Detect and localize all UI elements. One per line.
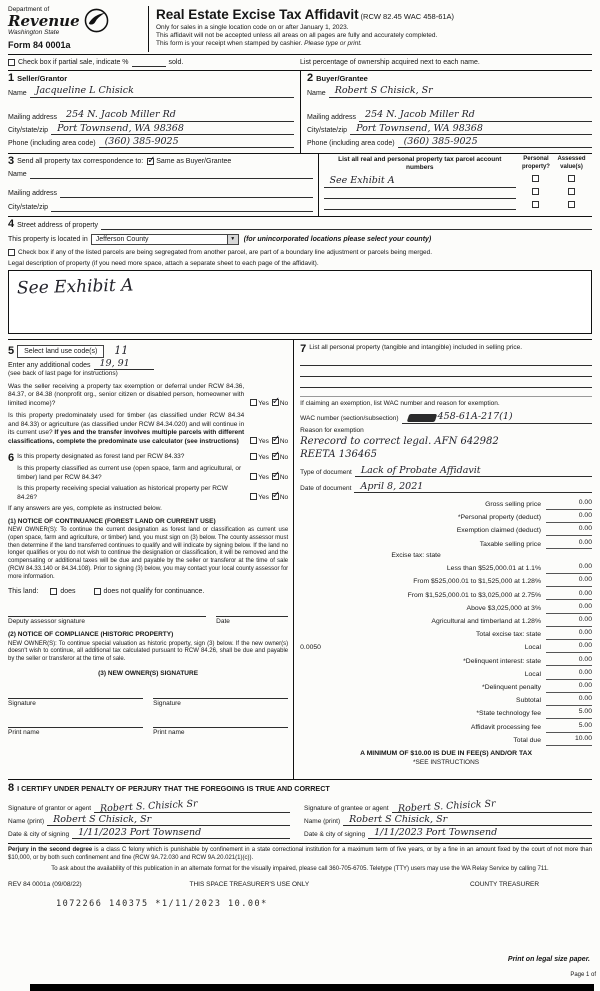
fee-heading-label: Excise tax: state bbox=[391, 551, 441, 559]
wac-number-field[interactable] bbox=[402, 412, 592, 424]
buyer-mailing-field[interactable] bbox=[359, 109, 592, 122]
grantee-date-city-label: Date & city of signing bbox=[304, 830, 366, 838]
s6-q1-answer bbox=[247, 453, 288, 462]
segregated-checkbox[interactable] bbox=[8, 249, 15, 256]
seller-buyer-row bbox=[8, 71, 592, 154]
footer-row bbox=[8, 881, 592, 889]
fee-label: Affidavit processing fee bbox=[470, 723, 541, 731]
assessed-value-checkbox-1[interactable] bbox=[568, 175, 575, 182]
fee-label: Agricultural and timberland at 1.28% bbox=[431, 617, 541, 625]
partial-sale-label: Check box if partial sale, indicate % bbox=[18, 58, 129, 66]
land-use-select[interactable]: Select land use code(s) bbox=[17, 345, 104, 358]
header-note-3-italic: Please type or print. bbox=[304, 40, 362, 48]
grantor-printname-field[interactable] bbox=[47, 813, 290, 826]
fee-label: *State technology fee bbox=[476, 710, 541, 718]
land-use-value: 11 bbox=[114, 344, 129, 358]
grantee-signature-label: Signature of grantee or agent bbox=[304, 804, 389, 812]
print-legal-size-note: Print on legal size paper. bbox=[507, 955, 590, 963]
new-owner-signature-row bbox=[8, 688, 288, 708]
fee-row-technology-fee bbox=[300, 708, 592, 719]
corr-name-field[interactable] bbox=[30, 170, 313, 179]
s5-q2-yes-checkbox[interactable] bbox=[250, 437, 257, 444]
notice3-title: (3) NEW OWNER(S) SIGNATURE bbox=[98, 669, 199, 677]
section-designation bbox=[8, 453, 288, 502]
county-treasurer-label: COUNTY TREASURER bbox=[469, 881, 540, 889]
s6-q2-no-checkbox[interactable] bbox=[272, 473, 279, 480]
parcel-number-field-3[interactable] bbox=[324, 200, 516, 210]
fee-row-tier1 bbox=[300, 563, 592, 574]
section8-number: 8 bbox=[8, 782, 15, 795]
fee-value: 0.00 bbox=[546, 682, 592, 693]
document-date-value: April 8, 2021 bbox=[360, 480, 424, 492]
county-select-value: Jefferson County bbox=[95, 236, 149, 244]
s6-q1-yes-label: Yes bbox=[258, 453, 269, 461]
legal-description-value: See Exhibit A bbox=[16, 275, 134, 299]
fee-label: Less than $525,000.01 at 1.1% bbox=[446, 565, 541, 573]
fee-row-gross bbox=[300, 499, 592, 510]
legal-description-box[interactable] bbox=[8, 270, 592, 334]
exemption-reason-label: Reason for exemption bbox=[300, 426, 364, 434]
seller-mailing-field[interactable] bbox=[60, 109, 294, 122]
fee-table bbox=[300, 499, 592, 746]
buyer-phone-label: Phone (including area code) bbox=[307, 139, 395, 147]
new-owner-signature-label-1: Signature bbox=[8, 700, 36, 708]
grantor-printname-value: Robert S Chisick, Sr bbox=[53, 813, 152, 825]
s6-q3-answer bbox=[247, 493, 288, 502]
grantee-printname-value: Robert S Chisick, Sr bbox=[349, 813, 448, 825]
s5-q2-no-label: No bbox=[279, 437, 289, 445]
s5-q2-yes-label: Yes bbox=[258, 437, 269, 445]
seller-phone-value: (360) 385-9025 bbox=[104, 135, 179, 147]
personal-property-line-2[interactable] bbox=[300, 366, 592, 377]
land-does-not-checkbox[interactable] bbox=[94, 588, 101, 595]
section-buyer bbox=[300, 71, 592, 153]
land-does-not-label: does not qualify for continuance. bbox=[103, 587, 205, 595]
form-header bbox=[8, 6, 592, 55]
fee-row-subtotal bbox=[300, 695, 592, 706]
grantee-printname-field[interactable] bbox=[343, 813, 592, 826]
certification-title: I CERTIFY UNDER PENALTY OF PERJURY THAT THE FOREGOING IS TRUE AND CORRECT bbox=[17, 783, 330, 793]
fee-row-agricultural bbox=[300, 616, 592, 627]
section2-title: Buyer/Grantee bbox=[316, 73, 368, 83]
grantee-date-city-value: 1/11/2023 Port Townsend bbox=[374, 826, 498, 838]
local-rate-value: 0.0050 bbox=[300, 644, 321, 652]
agency-dept-line: Department of bbox=[8, 6, 50, 13]
seller-mailing-value: 254 N. Jacob Miller Rd bbox=[66, 109, 176, 121]
fee-row-delinquent-penalty bbox=[300, 682, 592, 693]
deputy-assessor-row bbox=[8, 606, 288, 626]
street-address-field[interactable] bbox=[101, 221, 592, 230]
buyer-phone-value: (360) 385-9025 bbox=[403, 135, 478, 147]
same-as-buyer-label: Same as Buyer/Grantee bbox=[156, 157, 232, 165]
fee-value: 0.00 bbox=[546, 616, 592, 627]
sections-5-6-7 bbox=[8, 340, 592, 780]
form-title: Real Estate Excise Tax Affidavit bbox=[156, 7, 359, 22]
agency-revenue-wordmark: Revenue bbox=[8, 12, 80, 31]
assessed-value-checkbox-2[interactable] bbox=[568, 188, 575, 195]
seller-city-label: City/state/zip bbox=[8, 126, 49, 134]
section-land-use bbox=[8, 340, 294, 779]
partial-sale-row bbox=[8, 55, 592, 71]
s5-q1-yes-label: Yes bbox=[258, 399, 269, 407]
grantee-signature-field[interactable] bbox=[392, 799, 592, 813]
see-instructions-note: *SEE INSTRUCTIONS bbox=[413, 758, 480, 766]
grantee-signature-value: Robert S. Chisick Sr bbox=[397, 798, 496, 815]
s5-question2-text: Is this property predominately used for timber (as classified under RCW 84.34 and 84.33) or agriculture (as classified under RCW 84.34.020) and will continue in its current use? bbox=[8, 412, 245, 437]
grantor-date-city-field[interactable] bbox=[72, 826, 290, 839]
fee-value: 10.00 bbox=[546, 735, 592, 746]
fee-label: Local bbox=[524, 644, 541, 652]
deputy-signature-field[interactable] bbox=[8, 606, 206, 617]
s5-q2-answer bbox=[247, 437, 288, 446]
deputy-date-label: Date bbox=[216, 617, 230, 625]
section3-number: 3 bbox=[8, 154, 15, 167]
deputy-signature-label: Deputy assessor signature bbox=[8, 617, 85, 625]
fee-row-total-state bbox=[300, 629, 592, 640]
legal-description-label: Legal description of property (if you need more space, attach a separate sheet to each page of the affidavit). bbox=[8, 259, 319, 267]
corr-city-field[interactable] bbox=[51, 203, 312, 212]
fee-label: From $525,000.01 to $1,525,000 at 1.28% bbox=[413, 578, 541, 586]
county-note: (for unincorporated locations please select your county) bbox=[243, 236, 432, 244]
additional-codes-label: Enter any additional codes bbox=[8, 362, 91, 370]
agency-logo-block bbox=[8, 6, 148, 52]
perjury-paragraph bbox=[8, 844, 592, 864]
fee-row-local bbox=[300, 642, 592, 653]
fee-row-tier4 bbox=[300, 603, 592, 614]
parcel-number-field-1[interactable] bbox=[324, 175, 516, 188]
seller-phone-field[interactable] bbox=[99, 135, 294, 148]
document-type-value: Lack of Probate Affidavit bbox=[360, 464, 481, 476]
seller-phone-label: Phone (including area code) bbox=[8, 139, 96, 147]
partial-sale-checkbox[interactable] bbox=[8, 59, 15, 66]
fee-label: Total due bbox=[513, 736, 541, 744]
treasurer-space-label: THIS SPACE TREASURER'S USE ONLY bbox=[189, 881, 310, 889]
fee-label: Total excise tax: state bbox=[476, 631, 541, 639]
alternate-format-note: To ask about the availability of this publication in an alternate format for the visually impaired, please call 360-705-6705. Teletype (TTY) users may use the WA Relay Service by calling 711. bbox=[51, 865, 549, 872]
grantor-printname-label: Name (print) bbox=[8, 817, 45, 825]
notice2-title: (2) NOTICE OF COMPLIANCE (HISTORIC PROPERTY) bbox=[8, 631, 174, 639]
fee-row-delinquent-interest-local bbox=[300, 669, 592, 680]
grantor-signature-block bbox=[8, 797, 300, 839]
land-does-label: does bbox=[60, 587, 76, 595]
fee-label: *Personal property (deduct) bbox=[457, 514, 541, 522]
fee-value: 0.00 bbox=[546, 629, 592, 640]
street-address-label: Street address of property bbox=[17, 222, 99, 230]
buyer-mailing-value: 254 N. Jacob Miller Rd bbox=[365, 109, 475, 121]
partial-sale-sold-label: sold. bbox=[168, 58, 184, 66]
located-in-label: This property is located in bbox=[8, 236, 88, 244]
buyer-name-field[interactable] bbox=[329, 86, 592, 98]
new-owner-printname-label-1: Print name bbox=[8, 728, 40, 736]
s6-q2-yes-checkbox[interactable] bbox=[250, 473, 257, 480]
form-title-rcw: (RCW 82.45 WAC 458-61A) bbox=[360, 12, 455, 21]
personal-property-header: Personal property? bbox=[521, 155, 550, 170]
parcel-numbers-header: List all real and personal property tax parcel account numbers bbox=[338, 155, 502, 172]
fee-label: Taxable selling price bbox=[479, 540, 541, 548]
fee-row-exemption-deduct bbox=[300, 525, 592, 536]
buyer-city-value: Port Townsend, WA 98368 bbox=[356, 122, 483, 134]
county-select[interactable] bbox=[91, 234, 239, 245]
header-note-3 bbox=[156, 40, 592, 48]
grantor-signature-value: Robert S. Chisick Sr bbox=[99, 798, 198, 815]
perjury-body: is a class C felony which is punishable by confinement in a state correctional institution for a maximum term of five years, or by a fine in an amount fixed by the court of not more than $10,000, or by both such confinement and fine (RCW 9A.72.030 and RCW 9A.20.021(1)(c)). bbox=[8, 847, 592, 861]
exemption-note: If claiming an exemption, list WAC number and reason for exemption. bbox=[300, 396, 592, 408]
seller-name-field[interactable] bbox=[30, 86, 294, 98]
fee-value: 0.00 bbox=[546, 669, 592, 680]
section7-number: 7 bbox=[300, 343, 307, 356]
s7-intro: List all personal property (tangible and intangible) included in selling price. bbox=[309, 344, 523, 352]
fee-value: 0.00 bbox=[546, 642, 592, 653]
grantee-printname-label: Name (print) bbox=[304, 817, 341, 825]
this-land-label: This land: bbox=[8, 587, 39, 595]
corr-name-label: Name bbox=[8, 170, 27, 178]
fee-label: Subtotal bbox=[516, 697, 541, 705]
seller-city-value: Port Townsend, WA 98368 bbox=[57, 122, 184, 134]
fee-row-processing-fee bbox=[300, 722, 592, 733]
s6-q3-yes-checkbox[interactable] bbox=[250, 493, 257, 500]
section4-number: 4 bbox=[8, 218, 15, 231]
scan-artifact-bar bbox=[30, 984, 594, 991]
s5-q1-yes-checkbox[interactable] bbox=[250, 399, 257, 406]
fee-value: 0.00 bbox=[546, 512, 592, 523]
s5-question1: Was the seller receiving a property tax exemption or deferral under RCW 84.36, 84.37, or 84.38 (nonprofit org., senior citizen or disabled person, homeowner with limited income)? bbox=[8, 382, 245, 407]
fee-value: 0.00 bbox=[546, 590, 592, 601]
fee-label: *Delinquent penalty bbox=[482, 684, 541, 692]
wac-scribble-strikeout bbox=[406, 414, 437, 422]
section-personal-property bbox=[294, 340, 592, 779]
personal-property-checkbox-3[interactable] bbox=[532, 201, 539, 208]
s5-q1-answer bbox=[247, 399, 288, 408]
document-type-label: Type of document bbox=[300, 468, 352, 476]
seller-name-value: Jacqueline L Chisick bbox=[35, 85, 134, 97]
additional-codes-value: 19, 91 bbox=[99, 358, 130, 370]
s6-q1-no-label: No bbox=[279, 453, 289, 461]
fee-label: Above $3,025,000 at 3% bbox=[466, 604, 541, 612]
fee-label: *Delinquent interest: state bbox=[463, 657, 541, 665]
same-as-buyer-checkbox[interactable] bbox=[147, 158, 154, 165]
wac-number-label: WAC number (section/subsection) bbox=[300, 415, 399, 423]
buyer-name-value: Robert S Chisick, Sr bbox=[334, 85, 433, 97]
fee-value: 0.00 bbox=[546, 563, 592, 574]
section-certification bbox=[8, 780, 592, 844]
grantor-date-city-value: 1/11/2023 Port Townsend bbox=[78, 826, 202, 838]
section1-number: 1 bbox=[8, 71, 15, 84]
seller-mailing-label: Mailing address bbox=[8, 113, 58, 121]
cashier-receipt-stamp: 1072266 140375 *1/11/2023 10.00* bbox=[56, 898, 268, 909]
page-number-note: Page 1 of bbox=[570, 972, 596, 979]
document-date-field[interactable] bbox=[354, 481, 592, 493]
fee-row-tier2 bbox=[300, 576, 592, 587]
revenue-eagle-logo-icon bbox=[84, 8, 109, 36]
s6-q2-no-label: No bbox=[279, 473, 289, 481]
fee-label: Exemption claimed (deduct) bbox=[456, 527, 541, 535]
minimum-due-note: A MINIMUM OF $10.00 IS DUE IN FEE(S) AND/OR TAX bbox=[360, 749, 533, 757]
s6-q2-yes-label: Yes bbox=[258, 473, 269, 481]
deputy-date-field[interactable] bbox=[216, 606, 288, 617]
buyer-city-label: City/state/zip bbox=[307, 126, 348, 134]
s5-question2-bold: If yes and the transfer involves multiple parcels with different classifications, complete the predominate use calculator (see instructions) bbox=[8, 429, 245, 445]
s6-q3-yes-label: Yes bbox=[258, 493, 269, 501]
fee-label: From $1,525,000.01 to $3,025,000 at 2.75% bbox=[407, 591, 541, 599]
corr-mailing-field[interactable] bbox=[60, 189, 312, 198]
fee-row-total-due bbox=[300, 735, 592, 746]
assessed-value-checkbox-3[interactable] bbox=[568, 201, 575, 208]
form-number: Form 84 0001a bbox=[8, 39, 71, 50]
perjury-lead: Perjury in the second degree bbox=[8, 847, 93, 854]
additional-codes-field[interactable] bbox=[94, 358, 154, 370]
fee-value: 0.00 bbox=[546, 603, 592, 614]
new-owner-signature-label-2: Signature bbox=[153, 700, 181, 708]
corr-city-label: City/state/zip bbox=[8, 204, 49, 212]
s6-note: If any answers are yes, complete as instructed below. bbox=[8, 505, 162, 513]
land-use-note: (see back of last page for instructions) bbox=[8, 370, 118, 378]
fee-value: 0.00 bbox=[546, 539, 592, 550]
county-dropdown-arrow-icon[interactable]: ▼ bbox=[227, 235, 238, 244]
fee-row-excise-heading bbox=[300, 552, 592, 561]
new-owner-signature-field-1[interactable] bbox=[8, 688, 143, 699]
partial-sale-percent-input[interactable] bbox=[132, 58, 166, 67]
s6-q1-yes-checkbox[interactable] bbox=[250, 453, 257, 460]
fee-value: 0.00 bbox=[546, 576, 592, 587]
fee-value: 0.00 bbox=[546, 525, 592, 536]
fee-value: 0.00 bbox=[546, 695, 592, 706]
grantor-signature-field[interactable] bbox=[94, 799, 290, 813]
buyer-name-label: Name bbox=[307, 89, 326, 97]
ownership-note: List percentage of ownership acquired next to each name. bbox=[300, 58, 480, 66]
section-correspondence bbox=[8, 154, 592, 217]
fee-row-taxable bbox=[300, 539, 592, 550]
personal-property-checkbox-2[interactable] bbox=[532, 188, 539, 195]
fee-value: 5.00 bbox=[546, 708, 592, 719]
section-seller bbox=[8, 71, 300, 153]
notice2-body: NEW OWNER(S): To continue special valuation as historic property, sign (3) below. If the new owner(s) doesn't wish to continue, all additional tax calculated pursuant to RCW 84.26, shall be due and payable by the seller or transferor at the time of sale. bbox=[8, 640, 289, 663]
s6-q3-no-label: No bbox=[279, 493, 289, 501]
assessed-value-header: Assessed value(s) bbox=[557, 155, 586, 170]
notice1-title: (1) NOTICE OF CONTINUANCE (FOREST LAND OR CURRENT USE) bbox=[8, 517, 216, 525]
s5-q1-no-label: No bbox=[279, 399, 289, 407]
notice1-body: NEW OWNER(S): To continue the current designation as forest land or classification as current use (open space, farm and agriculture, or timber) land, you must sign on (3) below. The county assessor must then determine if the land transferred continues to qualify and will indicate by signing below. If the land no longer qualifies or you do not wish to continue the designation or classification, it will be removed and the compensating or additional taxes will be due and payable by the seller or transferor at the time of sale (RCW 84.33.140 or 84.34.108). Prior to signing (3) below, you may contact your local county assessor for more information. bbox=[8, 527, 289, 580]
land-does-checkbox[interactable] bbox=[50, 588, 57, 595]
document-date-label: Date of document bbox=[300, 484, 352, 492]
section-property bbox=[8, 217, 592, 340]
new-owner-printname-row bbox=[8, 717, 288, 737]
section2-number: 2 bbox=[307, 71, 314, 84]
fee-value: 0.00 bbox=[546, 656, 592, 667]
exemption-reason-line-1: Rerecord to correct legal. AFN 642982 bbox=[300, 435, 499, 447]
buyer-mailing-label: Mailing address bbox=[307, 113, 357, 121]
new-owner-signature-field-2[interactable] bbox=[153, 688, 288, 699]
parcel-number-value: See Exhibit A bbox=[329, 175, 395, 187]
parcel-number-field-2[interactable] bbox=[324, 189, 516, 199]
personal-property-line-3[interactable] bbox=[300, 377, 592, 388]
header-note-3-text: This form is your receipt when stamped by cashier. bbox=[156, 40, 305, 48]
correspondence-intro: Send all property tax correspondence to: bbox=[17, 157, 144, 165]
s6-question1: Is this property designated as forest land per RCW 84.33? bbox=[17, 452, 185, 460]
exemption-reason-line-2: REETA 136465 bbox=[300, 448, 377, 460]
section5-number: 5 bbox=[8, 344, 15, 357]
fee-value: 0.00 bbox=[546, 499, 592, 510]
document-type-field[interactable] bbox=[355, 465, 592, 477]
s5-q2-no-checkbox[interactable] bbox=[272, 437, 279, 444]
section1-title: Seller/Grantor bbox=[17, 73, 68, 83]
corr-mailing-label: Mailing address bbox=[8, 190, 58, 198]
land-qualify-row bbox=[8, 587, 288, 596]
new-owner-printname-field-2[interactable] bbox=[153, 717, 288, 728]
grantee-date-city-field[interactable] bbox=[368, 826, 592, 839]
seller-city-field[interactable] bbox=[51, 122, 294, 135]
header-note-2: This affidavit will not be accepted unless all areas on all pages are fully and accurately completed. bbox=[156, 31, 438, 39]
new-owner-printname-field-1[interactable] bbox=[8, 717, 143, 728]
personal-property-line-1[interactable] bbox=[300, 355, 592, 366]
fee-label: Gross selling price bbox=[485, 500, 541, 508]
fee-row-delinquent-interest-state bbox=[300, 656, 592, 667]
s5-question2 bbox=[8, 412, 244, 446]
grantee-signature-block bbox=[300, 797, 592, 839]
new-owner-printname-label-2: Print name bbox=[153, 728, 185, 736]
s5-q1-no-checkbox[interactable] bbox=[272, 399, 279, 406]
personal-property-checkbox-1[interactable] bbox=[532, 175, 539, 182]
header-note-1: Only for sales in a single location code on or after January 1, 2023. bbox=[156, 23, 349, 31]
seller-name-label: Name bbox=[8, 89, 27, 97]
fee-label: Local bbox=[524, 670, 541, 678]
buyer-city-field[interactable] bbox=[350, 122, 592, 135]
section6-number: 6 bbox=[8, 451, 15, 464]
agency-state-line: Washington State bbox=[8, 29, 60, 37]
fee-value: 5.00 bbox=[546, 722, 592, 733]
fee-row-tier3 bbox=[300, 590, 592, 601]
s6-question3: Is this property receiving special valuation as historical property per RCW 84.26? bbox=[17, 485, 228, 501]
s6-q2-answer bbox=[247, 473, 288, 482]
segregated-label: Check box if any of the listed parcels are being segregated from another parcel, are part of a boundary line adjustment or parcels being merged. bbox=[18, 249, 433, 257]
grantor-signature-label: Signature of grantor or agent bbox=[8, 804, 92, 812]
wac-number-value: 458-61A-217(1) bbox=[437, 411, 513, 423]
rev-number: REV 84 0001a (09/08/22) bbox=[8, 881, 82, 889]
fee-row-personal-deduct bbox=[300, 512, 592, 523]
s6-question2: Is this property classified as current use (open space, farm and agricultural, or timber) land per RCW 84.34? bbox=[17, 465, 242, 481]
grantor-date-city-label: Date & city of signing bbox=[8, 830, 70, 838]
s6-q3-no-checkbox[interactable] bbox=[272, 493, 279, 500]
buyer-phone-field[interactable] bbox=[398, 135, 592, 148]
s6-q1-no-checkbox[interactable] bbox=[272, 453, 279, 460]
